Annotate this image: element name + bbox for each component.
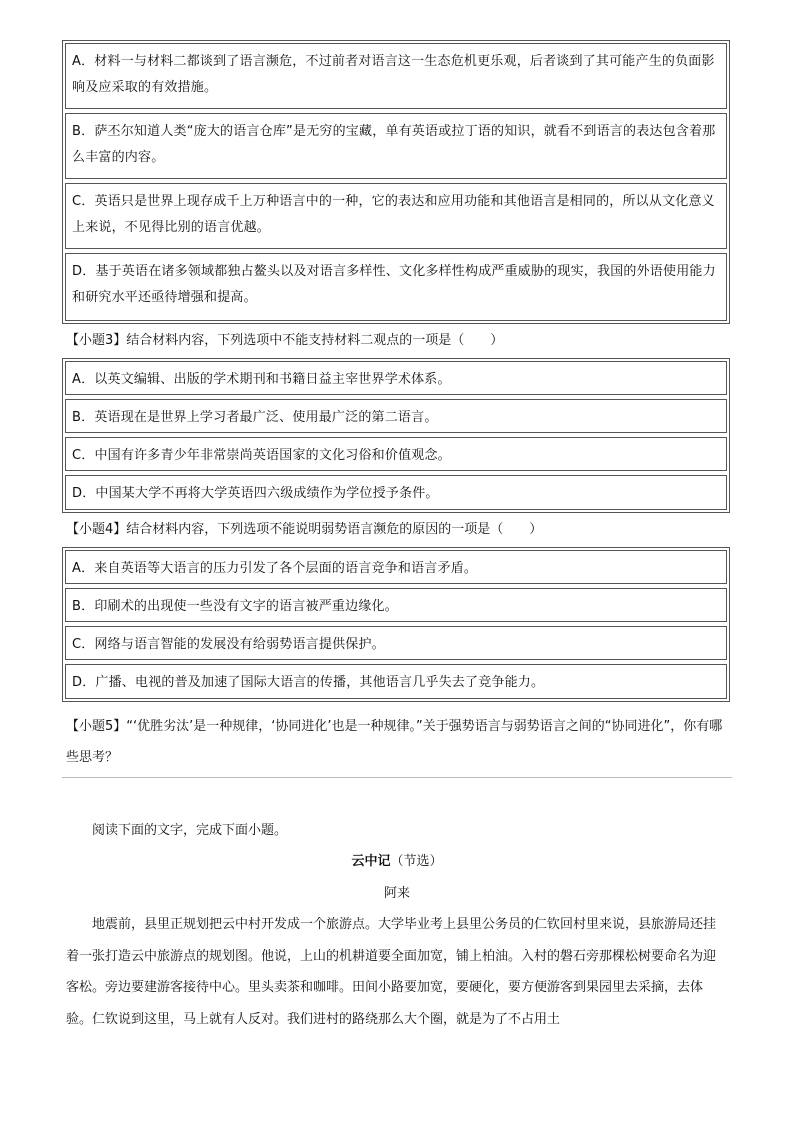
q3-stem: 【小题3】结合材料内容，下列选项中不能支持材料二观点的一项是（ ） bbox=[66, 333, 504, 348]
q4-option-c[interactable]: C．网络与语言智能的发展没有给弱势语言提供保护。 bbox=[65, 626, 727, 660]
article-paragraph: 地震前，县里正规划把云中村开发成一个旅游点。大学毕业考上县里公务员的仁钦回村里来说，县旅游局还挂着一张打造云中旅游点的规划图。他说，上山的机耕道要全面加宽，铺上柏油。入村的磐石旁那棵松树要命名为迎客松。旁边要建游客接待中心。里头卖茶和咖啡。田间小路要加宽，要硬化，要方便游客到果园里去采摘，去体验。仁钦说到这里，马上就有人反对。我们进村的路绕那么大个圈，就是为了不占用土 bbox=[66, 917, 717, 1027]
q2-options-box bbox=[62, 40, 730, 324]
q2-option-b[interactable]: B．萨丕尔知道人类“庞大的语言仓库”是无穷的宝藏，单有英语或拉丁语的知识，就看不到语言的表达包含着那么丰富的内容。 bbox=[65, 113, 727, 179]
section-divider bbox=[62, 777, 732, 778]
q4-stem: 【小题4】结合材料内容，下列选项不能说明弱势语言濒危的原因的一项是（ ） bbox=[66, 522, 543, 537]
q3-option-c[interactable]: C．中国有许多青少年非常崇尚英语国家的文化习俗和价值观念。 bbox=[65, 437, 727, 471]
article-author: 阿来 bbox=[383, 886, 410, 901]
article-title: 云中记 bbox=[351, 854, 391, 869]
q5-stem: 【小题5】“‘优胜劣汰’是一种规律，‘协同进化’也是一种规律。”关于强势语言与弱势语言之间的“协同进化”，你有哪些思考？ bbox=[66, 719, 723, 765]
q2-option-a[interactable]: A．材料一与材料二都谈到了语言濒危，不过前者对语言这一生态危机更乐观，后者谈到了其可能产生的负面影响及应采取的有效措施。 bbox=[65, 43, 727, 109]
article-title-line bbox=[0, 848, 794, 876]
article-title-note: （节选） bbox=[390, 854, 443, 869]
q4-option-b[interactable]: B．印刷术的出现使一些没有文字的语言被严重边缘化。 bbox=[65, 588, 727, 622]
q2-option-c[interactable]: C．英语只是世界上现存成千上万种语言中的一种，它的表达和应用功能和其他语言是相同的，所以从文化意义上来说，不见得比别的语言优越。 bbox=[65, 183, 727, 249]
q3-option-a[interactable]: A．以英文编辑、出版的学术期刊和书籍日益主宰世界学术体系。 bbox=[65, 361, 727, 395]
q3-option-b[interactable]: B．英语现在是世界上学习者最广泛、使用最广泛的第二语言。 bbox=[65, 399, 727, 433]
q3-option-d[interactable]: D．中国某大学不再将大学英语四六级成绩作为学位授予条件。 bbox=[65, 475, 727, 510]
q4-option-d[interactable]: D．广播、电视的普及加速了国际大语言的传播，其他语言几乎失去了竞争能力。 bbox=[65, 664, 727, 699]
q4-options-box bbox=[62, 547, 730, 702]
q3-options-box bbox=[62, 358, 730, 513]
reading-instruction: 阅读下面的文字，完成下面小题。 bbox=[92, 823, 288, 838]
q4-option-a[interactable]: A．来自英语等大语言的压力引发了各个层面的语言竞争和语言矛盾。 bbox=[65, 550, 727, 584]
q2-option-d[interactable]: D．基于英语在诸多领域都独占鳌头以及对语言多样性、文化多样性构成严重威胁的现实，我国的外语使用能力和研究水平还亟待增强和提高。 bbox=[65, 253, 727, 321]
